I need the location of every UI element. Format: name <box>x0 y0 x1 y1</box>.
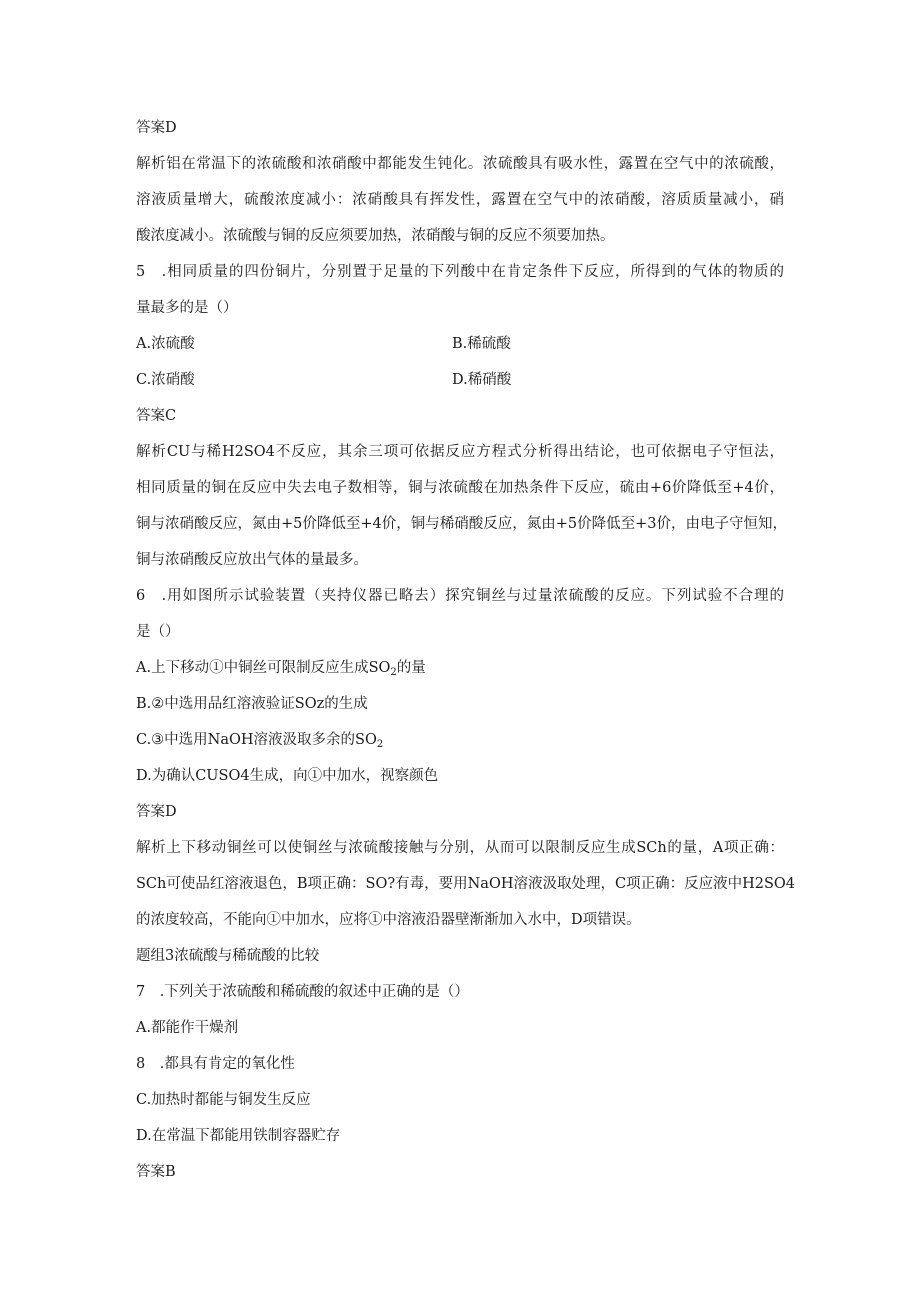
q5-option-a: A.浓硫酸 <box>136 336 195 352</box>
q6-answer: 答案D <box>136 804 177 820</box>
q6-option-c-subscript: 2 <box>376 739 384 750</box>
q6-option-a <box>136 658 426 678</box>
q6-option-c-text: C.③中选用NaOH溶液汲取多余的SO <box>136 732 377 748</box>
q5-answer: 答案C <box>136 408 177 424</box>
q4-analysis-line-3: 酸浓度减小。浓硫酸与铜的反应须要加热，浓硝酸与铜的反应不须要加热。 <box>136 228 615 244</box>
q4-analysis-line-1: 解析铝在常温下的浓硫酸和浓硝酸中都能发生钝化。浓硫酸具有吸水性，露置在空气中的浓硫酸， <box>136 156 784 172</box>
q5-option-b: B.稀硫酸 <box>452 336 511 352</box>
q6-option-c <box>136 730 383 750</box>
q6-analysis-line-2: SCh可使品红溶液退色，B项正确：SO?有毒，要用NaOH溶液汲取处理，C项正确：反应液中H2SO4 <box>136 876 795 892</box>
q5-analysis-line-1: 解析CU与稀H2SO4不反应，其余三项可依据反应方程式分析得出结论，也可依据电子守恒法， <box>136 444 784 460</box>
q5-option-c: C.浓硝酸 <box>136 372 195 388</box>
q4-answer: 答案D <box>136 120 177 136</box>
q6-option-d: D.为确认CUSO4生成，向①中加水，视察颜色 <box>136 768 439 784</box>
q7-option-a: A.都能作干燥剂 <box>136 1020 239 1036</box>
q7-answer: 答案B <box>136 1164 176 1180</box>
q7-stem: 7 .下列关于浓硫酸和稀硫酸的叙述中正确的是（） <box>136 984 469 1000</box>
q6-stem-line-1: 6 .用如图所示试验装置（夹持仪器已略去）探究铜丝与过量浓硫酸的反应。下列试验不合理的 <box>136 588 784 604</box>
q5-analysis-line-4: 铜与浓硝酸反应放出气体的量最多。 <box>136 552 368 568</box>
q6-analysis-line-1: 解析上下移动铜丝可以使铜丝与浓硫酸接触与分别，从而可以限制反应生成SCh的量，A项正确： <box>136 840 784 856</box>
q5-analysis-line-2: 相同质量的铜在反应中失去电子数相等，铜与浓硫酸在加热条件下反应，硫由+6价降低至+4价， <box>136 480 784 496</box>
q5-analysis-line-3: 铜与浓硝酸反应，氮由+5价降低至+4价，铜与稀硝酸反应，氮由+5价降低至+3价，由电子守恒知， <box>136 516 787 532</box>
q6-option-b: B.②中选用品红溶液验证SOz的生成 <box>136 696 368 712</box>
q5-stem-line-2: 量最多的是（） <box>136 300 238 316</box>
group3-title: 题组3浓硫酸与稀硫酸的比较 <box>136 948 320 964</box>
q6-analysis-line-3: 的浓度较高，不能向①中加水，应将①中溶液沿器壁渐渐加入水中，D项错误。 <box>136 912 641 928</box>
q7-option-d: D.在常温下都能用铁制容器贮存 <box>136 1128 341 1144</box>
q6-option-a-text: A.上下移动①中铜丝可限制反应生成SO <box>136 660 391 676</box>
q7-option-8: 8 .都具有肯定的氧化性 <box>136 1056 295 1072</box>
q6-stem-line-2: 是（） <box>136 624 180 640</box>
q6-option-a-subscript: 2 <box>390 667 397 678</box>
q5-stem-line-1: 5 .相同质量的四份铜片，分别置于足量的下列酸中在肯定条件下反应，所得到的气体的物质的 <box>136 264 784 280</box>
q6-option-a-tail: 的量 <box>396 660 426 676</box>
q7-option-c: C.加热时都能与铜发生反应 <box>136 1092 311 1108</box>
q4-analysis-line-2: 溶液质量增大，硫酸浓度减小：浓硝酸具有挥发性，露置在空气中的浓硝酸，溶质质量减小，硝 <box>136 192 784 208</box>
q5-option-d: D.稀硝酸 <box>452 372 512 388</box>
